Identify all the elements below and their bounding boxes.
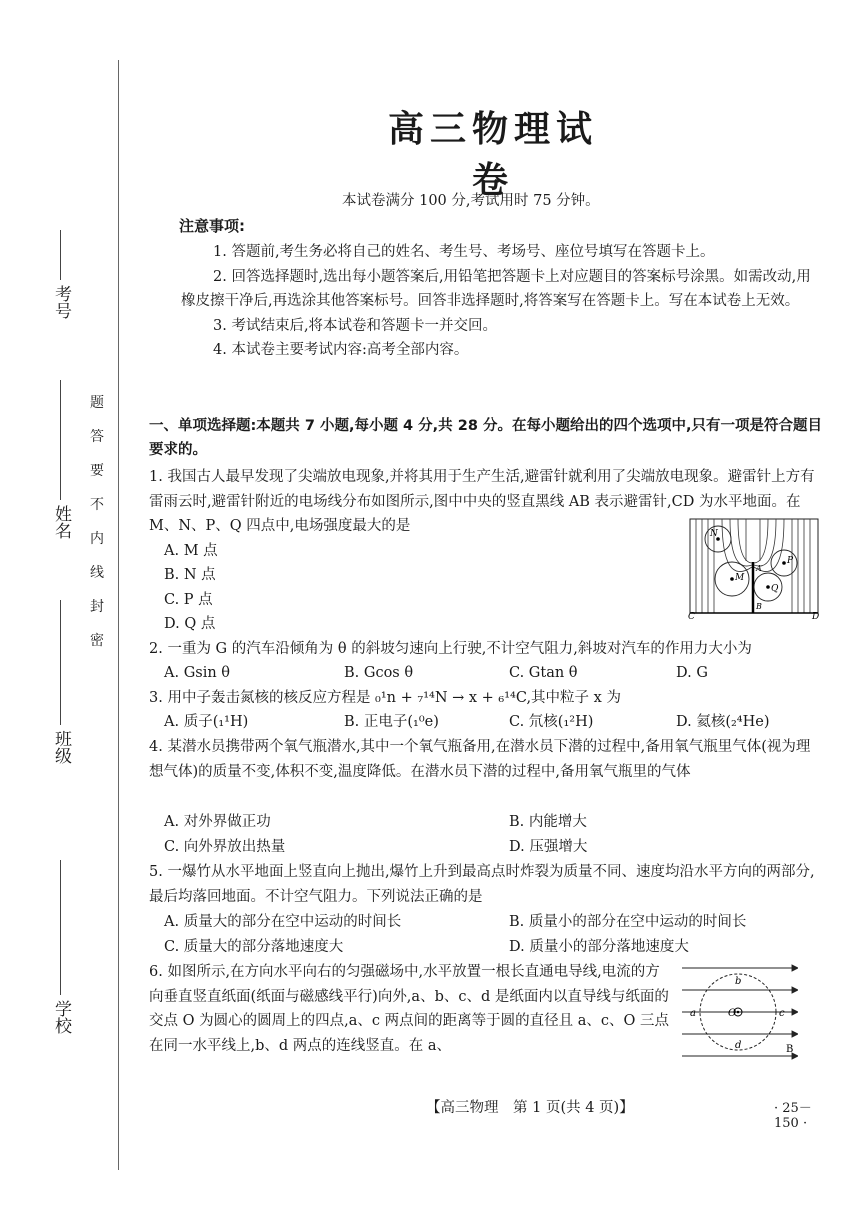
sealing-warning [87,392,107,792]
q5-option-a[interactable]: A. 质量大的部分在空中运动的时间长 [164,914,402,930]
q2-option-a[interactable]: A. Gsin θ [164,665,231,681]
label-field-b: B [786,1044,794,1055]
warning-char: 答 [90,429,104,445]
q3-option-a[interactable]: A. 质子(₁¹H) [164,714,249,730]
question-5-stem: 5. 一爆竹从水平地面上竖直向上抛出,爆竹上升到最高点时炸裂为质量不同、速度均沿水平方向的两部分,最后均落回地面。不计空气阻力。下列说法正确的是 [149,864,815,905]
q5-option-b[interactable]: B. 质量小的部分在空中运动的时间长 [509,914,747,930]
q4-option-c[interactable]: C. 向外界放出热量 [164,839,286,855]
question-4-stem: 4. 某潜水员携带两个氧气瓶潜水,其中一个氧气瓶备用,在潜水员下潜的过程中,备用氧气瓶里气体(视为理想气体)的质量不变,体积不变,温度降低。在潜水员下潜的过程中,备用氧气瓶里的气体 [149,739,811,780]
school-label: 学校 [51,1000,71,1034]
page-title: 高三物理试卷 [387,109,598,201]
q5-option-c[interactable]: C. 质量大的部分落地速度大 [164,939,344,955]
exam-number-blank[interactable] [60,230,61,280]
exam-intro: 本试卷满分 100 分,考试用时 75 分钟。 [342,193,600,209]
question-6-stem: 6. 如图所示,在方向水平向右的匀强磁场中,水平放置一根长直通电导线,电流的方向垂直竖直纸面(纸面与磁感线平行)向外,a、b、c、d 是纸面内以直导线与纸面的交点 O 为圆心的圆周上的四点,a、c 两点间的距离等于圆的直径且 a、c、O 三点在同一水平线上,b、d 两点的连线竖直。在 a、 [149,964,669,1054]
notice-heading: 注意事项: [179,217,245,235]
label-n: N [710,529,718,539]
label-b: B [756,602,762,611]
notice-item: 1. 答题前,考生务必将自己的姓名、考生号、考场号、座位号填写在答题卡上。 [213,244,715,260]
class-label: 班级 [51,730,71,764]
label-d: D [812,612,820,619]
q1-option-b[interactable]: B. N 点 [164,567,216,583]
warning-char: 封 [90,599,104,615]
warning-char: 题 [90,395,104,411]
magnetic-field-figure [680,962,798,1062]
warning-char: 不 [90,497,104,513]
label-m: M [735,573,745,583]
question-3-stem: 3. 用中子轰击氮核的核反应方程是 ₀¹n + ₇¹⁴N → x + ₆¹⁴C,其中粒子 x 为 [149,690,621,706]
notice-item: 2. 回答选择题时,选出每小题答案后,用铅笔把答题卡上对应题目的答案标号涂黑。如需改动,用橡皮擦干净后,再选涂其他答案标号。回答非选择题时,将答案写在答题卡上。写在本试卷上无效。 [181,268,811,309]
q5-option-d[interactable]: D. 质量小的部分落地速度大 [509,939,689,955]
label-c: C [688,612,695,619]
binding-margin [0,0,118,1216]
q3-option-c[interactable]: C. 氘核(₁²H) [509,714,594,730]
label-o: O [728,1008,737,1019]
label-p: P [787,556,794,566]
q1-option-d[interactable]: D. Q 点 [164,616,216,632]
q3-option-b[interactable]: B. 正电子(₁⁰e) [344,714,439,730]
q4-option-b[interactable]: B. 内能增大 [509,814,587,830]
school-blank[interactable] [60,860,61,995]
q1-option-c[interactable]: C. P 点 [164,592,213,608]
question-1-stem: 1. 我国古人最早发现了尖端放电现象,并将其用于生产生活,避雷针就利用了尖端放电现象。避雷针上方有雷雨云时,避雷针附近的电场线分布如图所示,图中中央的竖直黑线 AB 表示避雷针,CD 为水平地面。在 M、N、P、Q 四点中,电场强度最大的是 [149,469,815,534]
warning-char: 线 [90,565,104,581]
binding-divider [118,60,119,1170]
warning-char: 内 [90,531,104,547]
q3-option-d[interactable]: D. 氦核(₂⁴He) [676,714,770,730]
q2-option-d[interactable]: D. G [676,665,708,681]
notice-list [181,240,821,363]
label-b6: b [735,976,742,987]
q2-option-b[interactable]: B. Gcos θ [344,665,414,681]
lightning-rod-figure [688,517,820,619]
warning-char: 要 [90,463,104,479]
class-blank[interactable] [60,600,61,725]
q4-option-a[interactable]: A. 对外界做正功 [164,814,271,830]
exam-number-label: 考号 [51,285,71,319]
name-label: 姓名 [51,505,71,539]
paper-code: · 25－150 · [774,1101,812,1131]
label-a: A [756,564,762,573]
q4-option-d[interactable]: D. 压强增大 [509,839,588,855]
section-heading: 一、单项选择题:本题共 7 小题,每小题 4 分,共 28 分。在每小题给出的四个选项中,只有一项是符合题目要求的。 [149,418,822,458]
label-d6: d [735,1040,742,1051]
label-q: Q [771,584,779,594]
question-2-stem: 2. 一重为 G 的汽车沿倾角为 θ 的斜坡匀速向上行驶,不计空气阻力,斜坡对汽车的作用力大小为 [149,641,752,657]
q1-option-a[interactable]: A. M 点 [164,543,218,559]
notice-item: 3. 考试结束后,将本试卷和答题卡一并交回。 [213,317,498,334]
q2-option-c[interactable]: C. Gtan θ [509,665,578,681]
notice-item: 4. 本试卷主要考试内容:高考全部内容。 [213,342,469,358]
page-footer: 【高三物理 第 1 页(共 4 页)】 [426,1100,634,1116]
label-c6: c [779,1008,785,1019]
warning-char: 密 [90,633,104,649]
label-a6: a [690,1008,696,1019]
name-blank[interactable] [60,380,61,500]
